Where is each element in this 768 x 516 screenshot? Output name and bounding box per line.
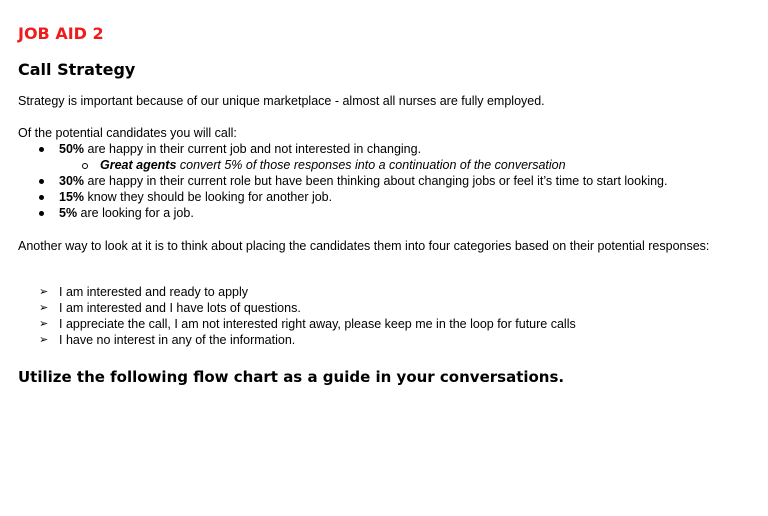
lead-in-paragraph: Of the potential candidates you will call:	[18, 126, 237, 140]
list-item-text: are happy in their current job and not interested in changing.	[84, 142, 422, 156]
arrow-bullet-icon: ➢	[39, 334, 49, 346]
list-item-text: convert 5% of those responses into a continuation of the conversation	[176, 158, 566, 172]
list-item	[18, 316, 576, 332]
list-item	[18, 205, 668, 221]
percentage: 5%	[59, 206, 78, 220]
list-item-text: know they should be looking for another job.	[84, 190, 333, 204]
percentage: 15%	[59, 190, 85, 204]
candidate-breakdown-list	[18, 141, 668, 221]
list-item	[18, 300, 576, 316]
list-item	[18, 173, 668, 189]
emphasis: Great agents	[100, 158, 177, 172]
list-item-text: are looking for a job.	[77, 206, 194, 220]
percentage: 30%	[59, 174, 85, 188]
intro-paragraph: Strategy is important because of our unique marketplace - almost all nurses are fully employed.	[18, 94, 545, 108]
arrow-bullet-icon: ➢	[39, 318, 49, 330]
categories-paragraph: Another way to look at it is to think about placing the candidates them into four categories based on their potential responses:	[18, 239, 710, 253]
percentage: 50%	[59, 142, 85, 156]
list-item-text: I am interested and ready to apply	[59, 285, 249, 299]
job-aid-label: JOB AID 2	[18, 24, 104, 43]
list-item	[18, 332, 576, 348]
list-item-text: I appreciate the call, I am not interested right away, please keep me in the loop for future calls	[59, 317, 576, 331]
list-item	[18, 189, 668, 205]
arrow-bullet-icon: ➢	[39, 286, 49, 298]
sub-list-item	[18, 157, 668, 173]
list-item-text: I have no interest in any of the information.	[59, 333, 296, 347]
list-item-text: are happy in their current role but have been thinking about changing jobs or feel it’s time to start looking.	[84, 174, 668, 188]
list-item-text: I am interested and I have lots of questions.	[59, 301, 301, 315]
closing-heading: Utilize the following flow chart as a guide in your conversations.	[18, 368, 565, 386]
categories-list	[18, 284, 576, 348]
arrow-bullet-icon: ➢	[39, 302, 49, 314]
list-item	[18, 284, 576, 300]
section-heading: Call Strategy	[18, 60, 136, 79]
list-item	[18, 141, 668, 157]
